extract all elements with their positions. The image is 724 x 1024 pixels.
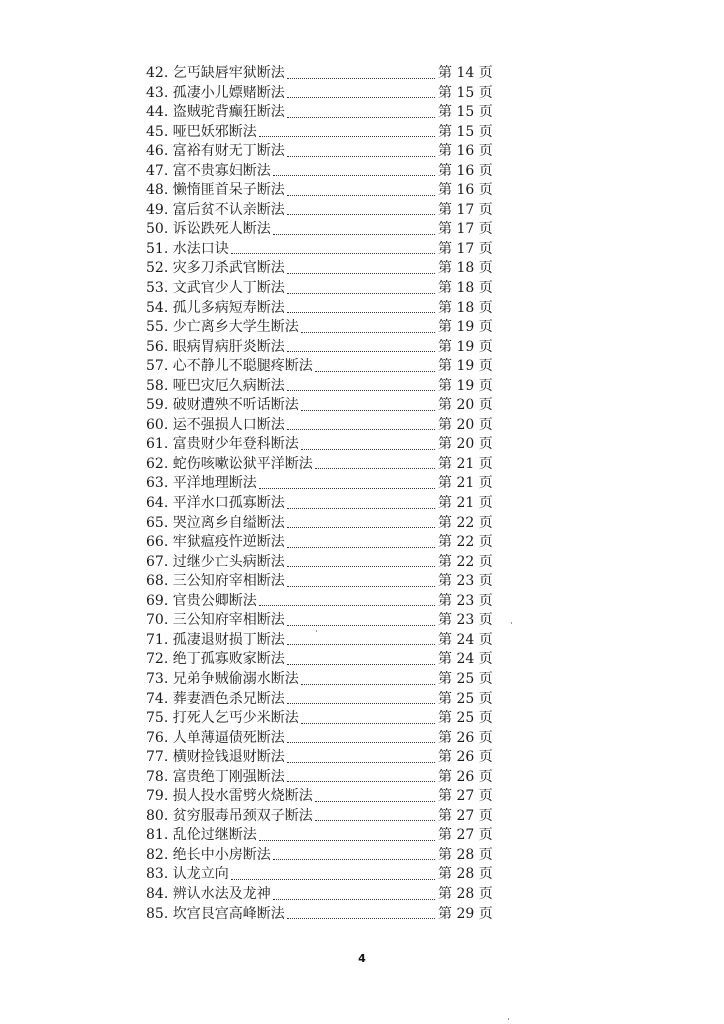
toc-entry (146, 416, 492, 436)
toc-entry-title: 64. 平洋水口孤寡断法 (146, 495, 285, 512)
scan-speck (316, 630, 317, 632)
toc-entry-title: 66. 牢狱瘟疫忤逆断法 (146, 534, 285, 551)
toc-entry-page: 第 17 页 (438, 201, 493, 218)
toc-entry-title: 51. 水法口诀 (146, 240, 229, 257)
dot-leader (287, 742, 435, 743)
toc-entry (146, 865, 492, 885)
toc-entry-page: 第 20 页 (438, 397, 493, 414)
dot-leader (259, 136, 435, 137)
toc-entry-page: 第 16 页 (438, 162, 493, 179)
toc-entry-page: 第 16 页 (438, 182, 493, 199)
dot-leader (273, 899, 435, 900)
toc-entry (146, 318, 492, 338)
toc-entry (146, 377, 492, 397)
toc-entry-title: 42. 乞丐缺唇牢狱断法 (146, 65, 285, 81)
toc-entry-title: 73. 兄弟争贼偷溺水断法 (146, 670, 299, 687)
toc-entry-title: 84. 辨认水法及龙神 (146, 885, 271, 902)
toc-entry-page: 第 26 页 (438, 729, 493, 746)
toc-entry (146, 905, 492, 925)
toc-entry (146, 572, 492, 592)
toc-entry-page: 第 27 页 (438, 788, 493, 805)
dot-leader (287, 117, 435, 118)
toc-entry (146, 494, 492, 514)
dot-leader (273, 859, 435, 860)
toc-entry (146, 670, 492, 690)
dot-leader (287, 781, 435, 782)
toc-entry-title: 81. 乱伦过继断法 (146, 827, 257, 844)
toc-entry-title: 80. 贫穷服毒吊颈双子断法 (146, 807, 313, 824)
toc-entry-title: 70. 三公知府宰相断法 (146, 612, 285, 629)
toc-entry-page: 第 20 页 (438, 436, 493, 453)
dot-leader (287, 625, 435, 626)
toc-entry-title: 76. 人单薄逼债死断法 (146, 729, 285, 746)
toc-entry-title: 53. 文武官少人丁断法 (146, 280, 285, 297)
toc-entry-page: 第 17 页 (438, 240, 493, 257)
toc-entry-title: 60. 运不强损人口断法 (146, 416, 285, 433)
toc-entry-title: 55. 少亡离乡大学生断法 (146, 319, 299, 336)
toc-entry (146, 240, 492, 260)
toc-entry-title: 59. 破财遭殃不听话断法 (146, 397, 299, 414)
toc-entry (146, 181, 492, 201)
dot-leader (287, 703, 435, 704)
dot-leader (287, 918, 435, 919)
table-of-contents (146, 64, 492, 924)
toc-entry (146, 279, 492, 299)
toc-entry (146, 474, 492, 494)
toc-entry-page: 第 19 页 (438, 319, 493, 336)
toc-entry-title: 67. 过继少亡头病断法 (146, 553, 285, 570)
toc-entry-title: 43. 孤凄小儿嫖赌断法 (146, 84, 285, 101)
dot-leader (287, 312, 435, 313)
toc-entry-title: 71. 孤凄退财损丁断法 (146, 631, 285, 648)
toc-entry (146, 299, 492, 319)
dot-leader (315, 801, 435, 802)
toc-entry (146, 729, 492, 749)
dot-leader (301, 332, 435, 333)
toc-entry (146, 592, 492, 612)
toc-entry-title: 62. 蛇伤咳嗽讼狱平洋断法 (146, 455, 313, 472)
toc-entry-page: 第 23 页 (438, 612, 493, 629)
toc-entry (146, 709, 492, 729)
toc-entry-page: 第 15 页 (438, 123, 493, 140)
toc-entry-title: 48. 懒惰匪首呆子断法 (146, 182, 285, 199)
toc-entry-page: 第 14 页 (438, 65, 493, 81)
toc-entry-page: 第 25 页 (438, 670, 493, 687)
dot-leader (315, 468, 435, 469)
toc-entry-page: 第 28 页 (438, 846, 493, 863)
toc-entry-title: 75. 打死人乞丐少米断法 (146, 710, 299, 727)
dot-leader (287, 762, 435, 763)
toc-entry-page: 第 21 页 (438, 475, 493, 492)
toc-entry (146, 553, 492, 573)
dot-leader (287, 527, 435, 528)
toc-entry-title: 68. 三公知府宰相断法 (146, 573, 285, 590)
dot-leader (315, 820, 435, 821)
dot-leader (301, 723, 435, 724)
toc-entry (146, 259, 492, 279)
toc-entry (146, 787, 492, 807)
toc-entry-title: 63. 平洋地理断法 (146, 475, 257, 492)
toc-entry (146, 435, 492, 455)
dot-leader (287, 156, 435, 157)
scan-speck (511, 622, 512, 624)
toc-entry-page: 第 23 页 (438, 592, 493, 609)
toc-entry-page: 第 17 页 (438, 221, 493, 238)
dot-leader (287, 547, 435, 548)
toc-entry-page: 第 18 页 (438, 299, 493, 316)
toc-entry (146, 142, 492, 162)
toc-entry-page: 第 23 页 (438, 573, 493, 590)
toc-entry-title: 82. 绝长中小房断法 (146, 846, 271, 863)
dot-leader (259, 488, 435, 489)
dot-leader (315, 371, 435, 372)
toc-entry-page: 第 19 页 (438, 358, 493, 375)
dot-leader (287, 566, 435, 567)
toc-entry-page: 第 22 页 (438, 553, 493, 570)
toc-entry (146, 220, 492, 240)
toc-entry-page: 第 21 页 (438, 495, 493, 512)
dot-leader (287, 97, 435, 98)
toc-entry (146, 631, 492, 651)
toc-entry-page: 第 19 页 (438, 338, 493, 355)
dot-leader (301, 410, 435, 411)
toc-entry-page: 第 16 页 (438, 143, 493, 160)
toc-entry-title: 77. 横财捡钱退财断法 (146, 749, 285, 766)
toc-entry (146, 514, 492, 534)
toc-entry-page: 第 27 页 (438, 827, 493, 844)
toc-entry (146, 455, 492, 475)
toc-entry-page: 第 18 页 (438, 260, 493, 277)
dot-leader (287, 429, 435, 430)
toc-entry (146, 690, 492, 710)
toc-entry-page: 第 26 页 (438, 749, 493, 766)
toc-entry-title: 74. 葬妻酒色杀兄断法 (146, 690, 285, 707)
dot-leader (301, 449, 435, 450)
dot-leader (287, 214, 435, 215)
toc-entry-page: 第 22 页 (438, 514, 493, 531)
dot-leader (287, 586, 435, 587)
toc-entry (146, 64, 492, 84)
toc-entry-title: 46. 富裕有财无丁断法 (146, 143, 285, 160)
dot-leader (287, 273, 435, 274)
toc-entry-title: 45. 哑巴妖邪断法 (146, 123, 257, 140)
toc-entry-title: 50. 诉讼跌死人断法 (146, 221, 271, 238)
dot-leader (287, 508, 435, 509)
toc-entry-page: 第 25 页 (438, 710, 493, 727)
toc-entry (146, 162, 492, 182)
toc-entry (146, 885, 492, 905)
toc-entry (146, 807, 492, 827)
toc-entry-page: 第 18 页 (438, 280, 493, 297)
toc-entry-title: 83. 认龙立向 (146, 866, 229, 883)
toc-entry-page: 第 26 页 (438, 768, 493, 785)
toc-entry-page: 第 21 页 (438, 455, 493, 472)
toc-entry-title: 78. 富贵绝丁刚强断法 (146, 768, 285, 785)
toc-entry (146, 201, 492, 221)
toc-entry (146, 611, 492, 631)
dot-leader (273, 175, 435, 176)
toc-entry-title: 72. 绝丁孤寡败家断法 (146, 651, 285, 668)
toc-entry (146, 84, 492, 104)
toc-entry-title: 44. 盗贼驼背癫狂断法 (146, 104, 285, 121)
dot-leader (287, 390, 435, 391)
toc-entry-title: 58. 哑巴灾厄久病断法 (146, 377, 285, 394)
toc-entry (146, 103, 492, 123)
dot-leader (273, 234, 435, 235)
toc-entry-page: 第 24 页 (438, 651, 493, 668)
dot-leader (287, 644, 435, 645)
toc-entry-page: 第 25 页 (438, 690, 493, 707)
toc-entry (146, 768, 492, 788)
toc-entry-title: 65. 哭泣离乡自缢断法 (146, 514, 285, 531)
toc-entry-page: 第 28 页 (438, 866, 493, 883)
toc-entry (146, 357, 492, 377)
toc-entry-page: 第 28 页 (438, 885, 493, 902)
dot-leader (231, 253, 435, 254)
toc-entry-page: 第 29 页 (438, 905, 493, 922)
toc-entry (146, 396, 492, 416)
toc-entry-title: 52. 灾多刀杀武官断法 (146, 260, 285, 277)
toc-entry (146, 650, 492, 670)
dot-leader (287, 664, 435, 665)
toc-entry-page: 第 15 页 (438, 84, 493, 101)
toc-entry-page: 第 19 页 (438, 377, 493, 394)
toc-entry-page: 第 27 页 (438, 807, 493, 824)
toc-entry-title: 57. 心不静儿不聪腿疼断法 (146, 358, 313, 375)
dot-leader (287, 293, 435, 294)
toc-entry (146, 748, 492, 768)
scan-speck (508, 1018, 509, 1020)
toc-entry (146, 338, 492, 358)
toc-entry-title: 69. 官贵公卿断法 (146, 592, 257, 609)
toc-entry-page: 第 22 页 (438, 534, 493, 551)
dot-leader (259, 840, 435, 841)
toc-entry-title: 56. 眼病胃病肝炎断法 (146, 338, 285, 355)
dot-leader (231, 879, 435, 880)
toc-entry-title: 49. 富后贫不认亲断法 (146, 201, 285, 218)
toc-entry-title: 47. 富不贵寡妇断法 (146, 162, 271, 179)
page-number: 4 (358, 952, 366, 965)
dot-leader (301, 684, 435, 685)
dot-leader (287, 351, 435, 352)
toc-entry-title: 85. 坎宫艮宫高峰断法 (146, 905, 285, 922)
toc-entry-page: 第 15 页 (438, 104, 493, 121)
toc-entry-page: 第 20 页 (438, 416, 493, 433)
toc-entry-title: 54. 孤儿多病短寿断法 (146, 299, 285, 316)
toc-entry-title: 79. 损人投水雷劈火烧断法 (146, 788, 313, 805)
dot-leader (287, 195, 435, 196)
dot-leader (287, 78, 435, 79)
toc-entry (146, 123, 492, 143)
toc-entry-title: 61. 富贵财少年登科断法 (146, 436, 299, 453)
dot-leader (259, 605, 435, 606)
toc-entry (146, 846, 492, 866)
toc-entry-page: 第 24 页 (438, 631, 493, 648)
toc-entry (146, 826, 492, 846)
toc-entry (146, 533, 492, 553)
